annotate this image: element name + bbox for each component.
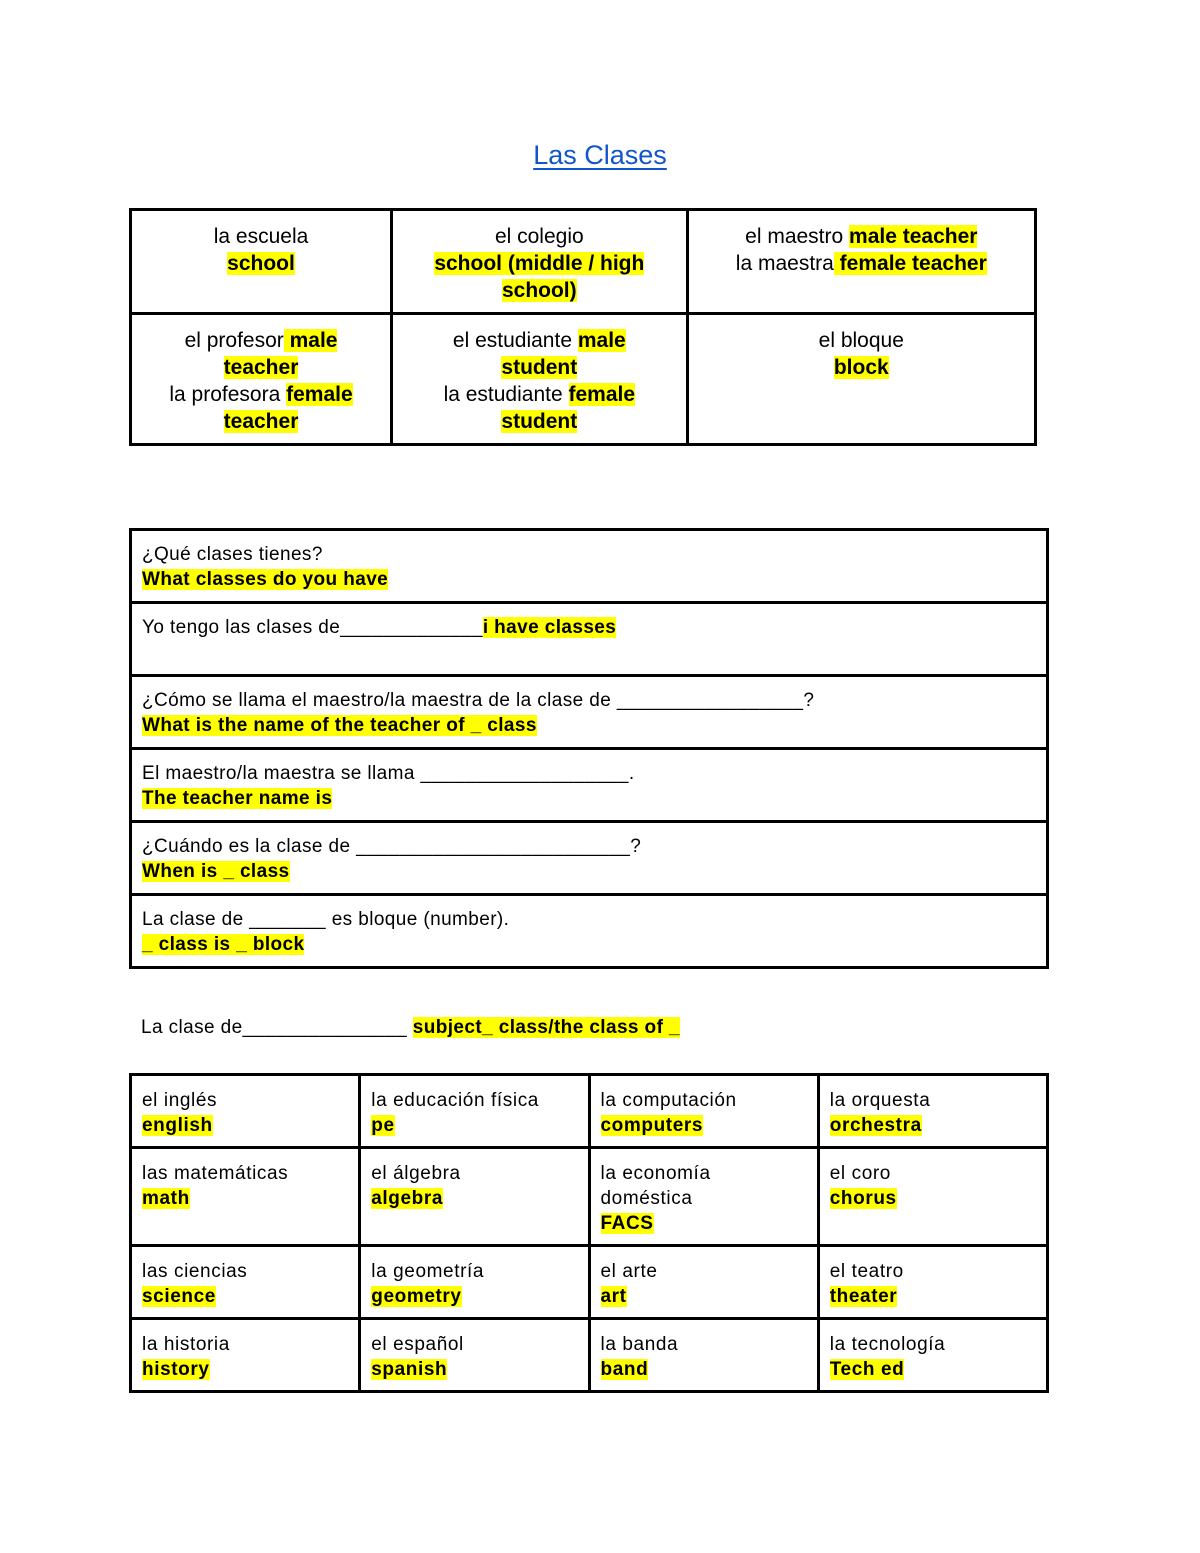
vocab-line [140, 327, 382, 354]
subject-spanish: el coro [829, 1163, 891, 1184]
english-translation: male teacher [849, 225, 978, 248]
subject-english: algebra [371, 1188, 444, 1209]
subject-spanish: el álgebra [371, 1163, 461, 1184]
question-cell [131, 895, 1048, 968]
vocab-cell [687, 314, 1035, 445]
subject-english: computers [600, 1115, 704, 1136]
subject-cell [360, 1319, 589, 1392]
subjects-row [131, 1148, 1048, 1246]
subject-spanish: doméstica [600, 1188, 693, 1209]
subject-cell [818, 1246, 1047, 1319]
subject-english: math [142, 1188, 190, 1209]
subject-english: english [142, 1115, 213, 1136]
subject-english: FACS [600, 1213, 654, 1234]
vocabulary-row [131, 210, 1036, 314]
question-spanish: ¿Qué clases tienes? [142, 544, 323, 565]
subject-cell [131, 1246, 360, 1319]
subject-english: chorus [829, 1188, 897, 1209]
english-translation: teacher [223, 410, 299, 433]
spanish-term: la maestra [735, 252, 834, 275]
subject-spanish: la banda [600, 1334, 679, 1355]
question-row [131, 822, 1048, 895]
vocab-cell [392, 210, 688, 314]
question-english: What is the name of the teacher of _ class [142, 715, 537, 736]
vocab-line [401, 223, 678, 250]
question-row [131, 603, 1048, 676]
english-translation: student [501, 356, 578, 379]
subject-cell [360, 1148, 589, 1246]
vocab-line [140, 408, 382, 435]
spanish-term: la escuela [213, 225, 309, 248]
english-translation: female teacher [833, 252, 987, 275]
question-english: i have classes [482, 617, 617, 638]
vocab-line [697, 223, 1026, 250]
vocab-line [401, 354, 678, 381]
vocab-line [401, 381, 678, 408]
subject-cell [589, 1319, 818, 1392]
subject-cell [818, 1148, 1047, 1246]
question-english: What classes do you have [142, 569, 389, 590]
subject-english: art [600, 1286, 627, 1307]
vocab-line [140, 250, 382, 277]
subject-cell [360, 1246, 589, 1319]
vocabulary-row [131, 314, 1036, 445]
subjects-row [131, 1075, 1048, 1148]
subject-english: theater [829, 1286, 898, 1307]
spanish-term: la profesora [169, 383, 287, 406]
english-translation: school) [501, 279, 577, 302]
subject-cell [131, 1319, 360, 1392]
question-english: When is _ class [142, 861, 290, 882]
subject-spanish: la orquesta [829, 1090, 931, 1111]
spanish-term: el bloque [818, 329, 904, 352]
subject-spanish: la educación física [371, 1090, 539, 1111]
english-translation: student [501, 410, 578, 433]
spanish-term: la estudiante [443, 383, 569, 406]
question-spanish: El maestro/la maestra se llama ___________________. [142, 763, 635, 784]
subject-english: science [142, 1286, 216, 1307]
english-translation: school (middle / high [434, 252, 645, 275]
vocab-line [697, 354, 1026, 381]
english-translation: female [568, 383, 636, 406]
question-spanish: La clase de _______ es bloque (number). [142, 909, 510, 930]
question-cell [131, 749, 1048, 822]
vocab-line [401, 327, 678, 354]
subject-spanish: el español [371, 1334, 464, 1355]
question-spanish: ¿Cuándo es la clase de _________________________? [142, 836, 642, 857]
subject-english: Tech ed [829, 1359, 905, 1380]
english-translation: teacher [223, 356, 299, 379]
subject-spanish: la geometría [371, 1261, 485, 1282]
subjects-row [131, 1319, 1048, 1392]
subject-spanish: el teatro [829, 1261, 904, 1282]
vocab-line [401, 408, 678, 435]
question-row [131, 676, 1048, 749]
subject-spanish: la economía [600, 1163, 711, 1184]
subjects-table [129, 1073, 1049, 1393]
subject-english: orchestra [829, 1115, 922, 1136]
questions-table [129, 528, 1049, 969]
question-cell [131, 603, 1048, 676]
spanish-term: el profesor [184, 329, 284, 352]
subject-line-spanish: La clase de_______________ [141, 1017, 413, 1038]
subject-english: history [142, 1359, 210, 1380]
spanish-term: el estudiante [452, 329, 578, 352]
vocab-cell [392, 314, 688, 445]
vocab-cell [131, 314, 392, 445]
subject-spanish: las matemáticas [142, 1163, 289, 1184]
question-cell [131, 822, 1048, 895]
subject-english: spanish [371, 1359, 448, 1380]
subject-cell [589, 1148, 818, 1246]
vocab-line [401, 250, 678, 277]
subject-spanish: las ciencias [142, 1261, 248, 1282]
vocab-line [697, 327, 1026, 354]
english-translation: male [577, 329, 626, 352]
subject-cell [589, 1075, 818, 1148]
vocab-cell [687, 210, 1035, 314]
question-cell [131, 676, 1048, 749]
subject-cell [818, 1075, 1047, 1148]
subject-cell [360, 1075, 589, 1148]
subject-english: band [600, 1359, 649, 1380]
subject-spanish: la historia [142, 1334, 230, 1355]
question-english: The teacher name is [142, 788, 333, 809]
question-row [131, 530, 1048, 603]
page-title: Las Clases [533, 140, 667, 170]
subject-line [141, 1017, 680, 1039]
english-translation: male [283, 329, 338, 352]
vocab-line [697, 250, 1026, 277]
question-row [131, 749, 1048, 822]
subject-spanish: el arte [600, 1261, 658, 1282]
question-spanish: Yo tengo las clases de_____________ [142, 617, 483, 638]
spanish-term: el maestro [745, 225, 850, 248]
subject-spanish: la computación [600, 1090, 737, 1111]
subject-line-english: subject_ class/the class of _ [412, 1017, 680, 1038]
question-cell [131, 530, 1048, 603]
subject-english: pe [371, 1115, 395, 1136]
subject-cell [818, 1319, 1047, 1392]
vocab-cell [131, 210, 392, 314]
spanish-term: el colegio [494, 225, 584, 248]
question-spanish: ¿Cómo se llama el maestro/la maestra de la clase de _________________? [142, 690, 815, 711]
question-row [131, 895, 1048, 968]
subject-spanish: el inglés [142, 1090, 218, 1111]
subject-spanish: la tecnología [829, 1334, 946, 1355]
subject-cell [589, 1246, 818, 1319]
vocab-line [140, 354, 382, 381]
subjects-row [131, 1246, 1048, 1319]
subject-cell [131, 1075, 360, 1148]
english-translation: school [227, 252, 295, 275]
vocabulary-table [129, 208, 1037, 446]
vocab-line [140, 223, 382, 250]
english-translation: female [286, 383, 353, 406]
subject-english: geometry [371, 1286, 462, 1307]
question-english: _ class is _ block [142, 934, 305, 955]
vocab-line [401, 277, 678, 304]
english-translation: block [833, 356, 889, 379]
vocab-line [140, 381, 382, 408]
subject-cell [131, 1148, 360, 1246]
